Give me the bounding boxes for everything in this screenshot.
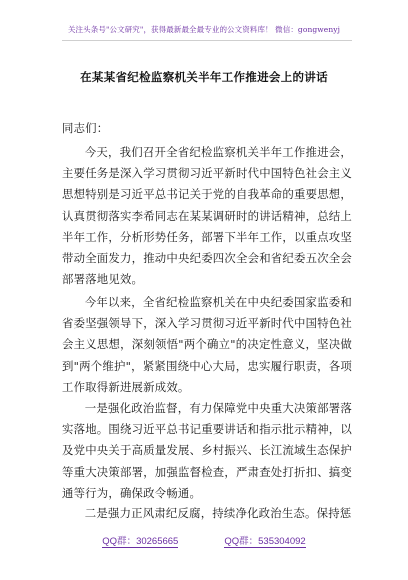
footer-qq-group-2: QQ群：535304092	[224, 536, 306, 547]
footer-qq-group-1: QQ群：30265665	[102, 536, 179, 547]
paragraph-progress: 今年以来，全省纪检监察机关在中央纪委国家监委和省委坚强领导下，深入学习贯彻习近平新时代中国特色社会主义思想，深刻领悟"两个确立"的决定性意义，坚决做到"两个维护"，紧紧围绕中心大局，忠实履行职责，各项工作取得新进展新成效。	[62, 295, 352, 394]
footer-contact	[0, 533, 408, 547]
paragraph-political-supervision: 一是强化政治监督，有力保障党中央重大决策部署落实落地。围绕习近平总书记重要讲话和指示批示精神，以及党中央关于高质量发展、乡村振兴、长江流域生态保护等重大决策部署，加强监督检查，严肃查处打折扣、搞变通等行为，确保政令畅通。	[62, 401, 352, 500]
paragraph-intro: 今天，我们召开全省纪检监察机关半年工作推进会，主要任务是深入学习贯彻习近平新时代中国特色社会主义思想特别是习近平总书记关于党的自我革命的重要思想，认真贯彻落实李希同志在某某调研时的讲话精神，总结上半年工作，分析形势任务，部署下半年工作，以重点攻坚带动全面发力，推动中央纪委四次全会和省纪委五次全会部署落地见效。	[62, 145, 352, 287]
header-notice: 关注头条号"公文研究"，获得最新最全最专业的公文资料库！ 微信：gongwenyj	[67, 25, 341, 34]
document-title: 在某某省纪检监察机关半年工作推进会上的讲话	[80, 70, 328, 84]
salutation: 同志们：	[62, 121, 109, 135]
header-divider	[62, 40, 352, 41]
paragraph-anti-corruption: 二是强力正风肃纪反腐，持续净化政治生态。保持惩	[84, 506, 352, 520]
